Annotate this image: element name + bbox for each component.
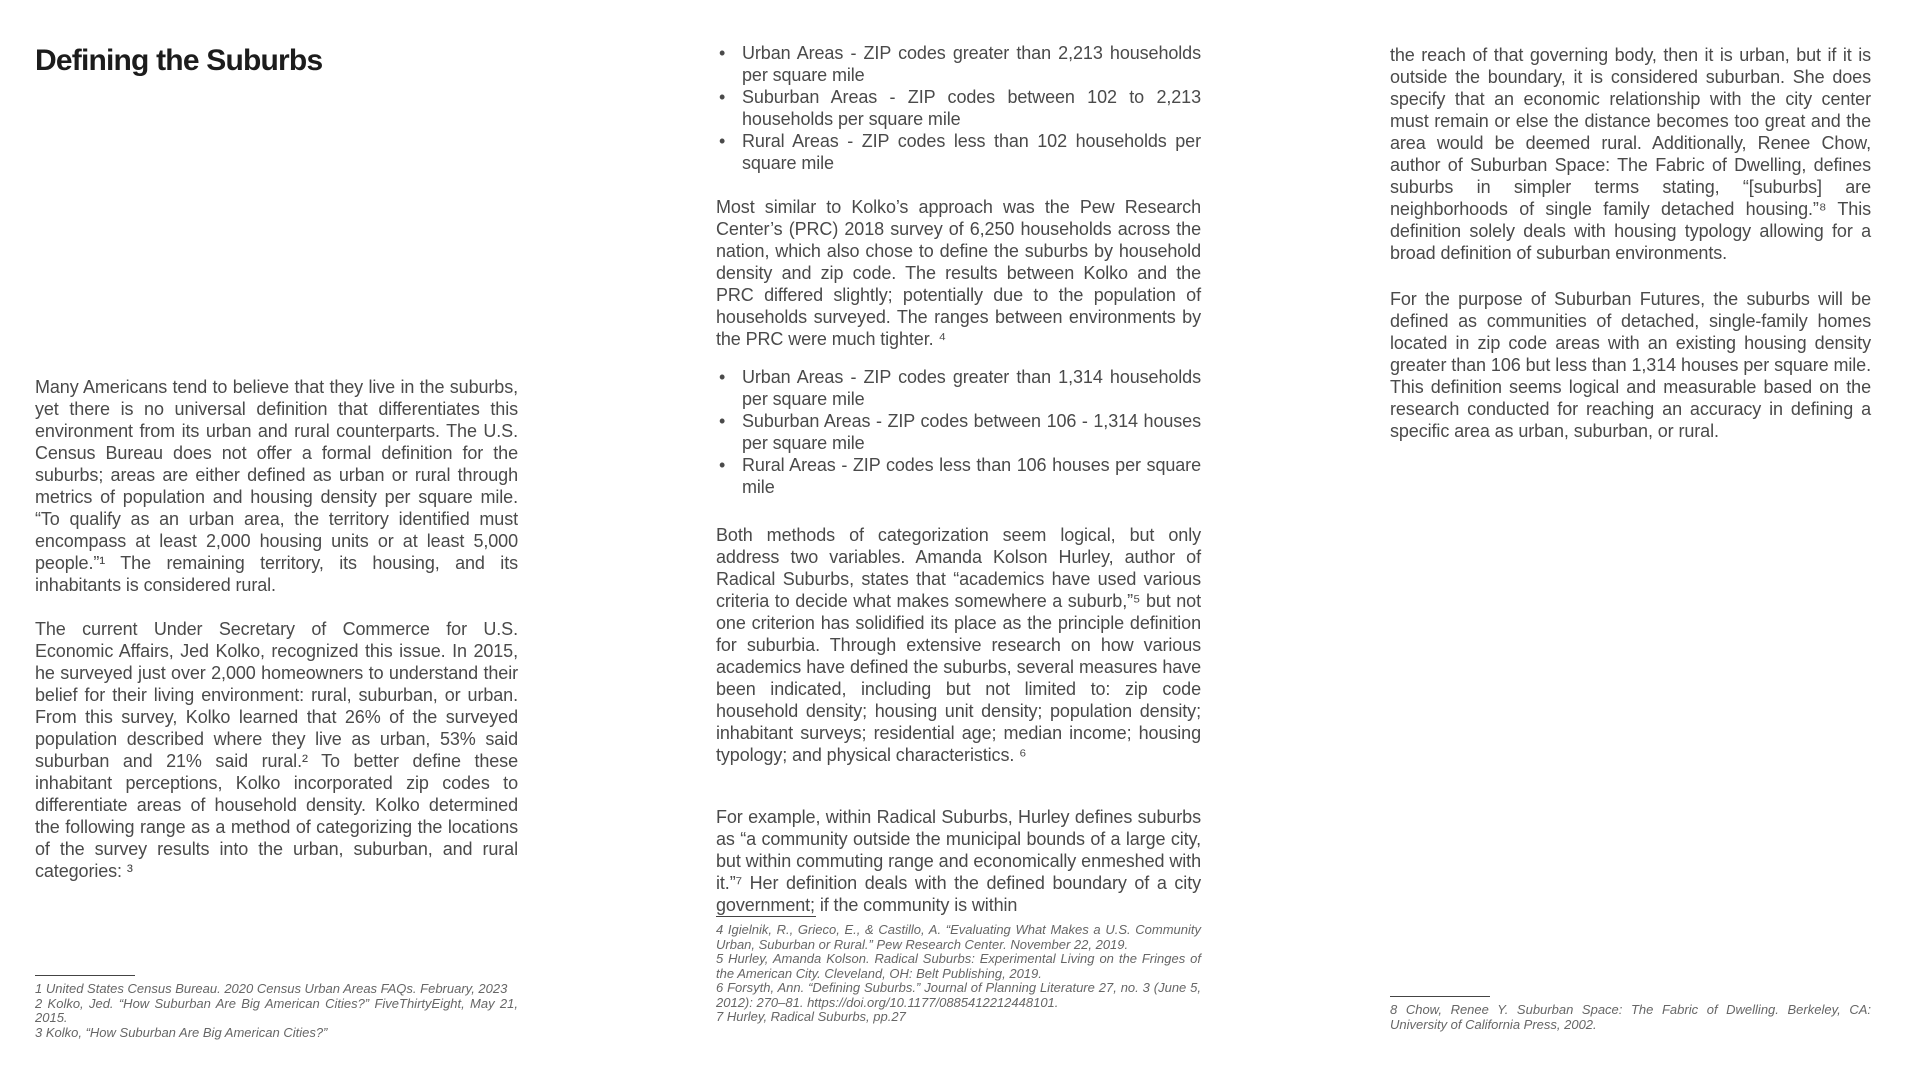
body-paragraph: For example, within Radical Suburbs, Hurley defines suburbs as “a community outside the municipal bounds of a large city, but within commuting range and economically enmeshed with it.”⁷ Her definition deals with the defined boundary of a city government; if the community is within [716, 807, 1201, 915]
column-middle [716, 0, 1201, 1080]
footnote-block [35, 975, 518, 1040]
bullet-item: • Urban Areas - ZIP codes greater than 2,213 households per square mile [716, 42, 1201, 86]
body-paragraph: For the purpose of Suburban Futures, the suburbs will be defined as communities of detached, single-family homes located in zip code areas with an existing housing density greater than 106 but less than 1,314 houses per square mile. This definition seems logical and measurable based on the research conducted for reaching an accuracy in defining a specific area as urban, suburban, or rural. [1390, 289, 1871, 441]
footnote-separator [1390, 996, 1490, 997]
footnote: 6 Forsyth, Ann. “Defining Suburbs.” Journal of Planning Literature 27, no. 3 (June 5, 2012): 270–81. https://doi.org/10.1177/0885412212448101. [716, 980, 1201, 1010]
footnote-block [1390, 996, 1871, 1032]
body-paragraph: Both methods of categorization seem logical, but only address two variables. Amanda Kolson Hurley, author of Radical Suburbs, states that “academics have used various criteria to decide what makes somewhere a suburb,”⁵ but not one criterion has solidified its place as the principle definition for suburbia. Through extensive research on how various academics have defined the suburbs, several measures have been indicated, including but not limited to: zip code household density; housing unit density; population density; inhabitant surveys; residential age; median income; housing typology; and physical characteristics. ⁶ [716, 525, 1201, 765]
column-left [35, 0, 518, 1080]
page-title: Defining the Suburbs [35, 44, 323, 77]
footnote: 7 Hurley, Radical Suburbs, pp.27 [716, 1009, 906, 1024]
bullet-item: • Urban Areas - ZIP codes greater than 1,314 households per square mile [716, 366, 1201, 410]
footnote-separator [716, 916, 816, 917]
bullet-list-kolko [716, 42, 1201, 174]
body-paragraph: Most similar to Kolko’s approach was the Pew Research Center’s (PRC) 2018 survey of 6,250 households across the nation, which also chose to define the suburbs by household density and zip code. The results between Kolko and the PRC differed slightly; potentially due to the population of households surveyed. The ranges between environments by the PRC were much tighter. ⁴ [716, 197, 1201, 349]
body-paragraph: The current Under Secretary of Commerce for U.S. Economic Affairs, Jed Kolko, recognized this issue. In 2015, he surveyed just over 2,000 homeowners to understand their belief for their living environment: rural, suburban, or urban. From this survey, Kolko learned that 26% of the surveyed population described where they live as urban, 53% said suburban and 21% said rural.² To better define these inhabitant perceptions, Kolko incorporated zip codes to differentiate areas of household density. Kolko determined the following range as a method of categorizing the locations of the survey results into the urban, suburban, and rural categories: ³ [35, 619, 518, 881]
bullet-item: • Rural Areas - ZIP codes less than 106 houses per square mile [716, 454, 1201, 498]
body-paragraph: Many Americans tend to believe that they live in the suburbs, yet there is no universal definition that differentiates this environment from its urban and rural counterparts. The U.S. Census Bureau does not offer a formal definition for the suburbs; areas are either defined as urban or rural through metrics of population and housing density per square mile. “To qualify as an urban area, the territory identified must encompass at least 2,000 housing units or at least 5,000 people.”¹ The remaining territory, its housing, and its inhabitants is considered rural. [35, 377, 518, 595]
bullet-item: • Rural Areas - ZIP codes less than 102 households per square mile [716, 130, 1201, 174]
column-right [1390, 0, 1871, 1080]
body-paragraph: the reach of that governing body, then it is urban, but if it is outside the boundary, it is considered suburban. She does specify that an economic relationship with the city center must remain or else the distance becomes too great and the area would be deemed rural. Additionally, Renee Chow, author of Suburban Space: The Fabric of Dwelling, defines suburbs in simpler terms stating, “[suburbs] are neighborhoods of single family detached housing.”⁸ This definition solely deals with housing typology allowing for a broad definition of suburban environments. [1390, 45, 1871, 263]
footnote: 1 United States Census Bureau. 2020 Census Urban Areas FAQs. February, 2023 [35, 981, 508, 996]
bullet-item: • Suburban Areas - ZIP codes between 102 to 2,213 households per square mile [716, 86, 1201, 130]
bullet-list-prc [716, 366, 1201, 498]
footnote: 5 Hurley, Amanda Kolson. Radical Suburbs: Experimental Living on the Fringes of the American City. Cleveland, OH: Belt Publishing, 2019. [716, 951, 1201, 981]
footnote: 4 Igielnik, R., Grieco, E., & Castillo, A. “Evaluating What Makes a U.S. Community Urban, Suburban or Rural.” Pew Research Center. November 22, 2019. [716, 922, 1201, 952]
footnote-separator [35, 975, 135, 976]
footnote-block [716, 916, 1201, 1025]
footnote: 8 Chow, Renee Y. Suburban Space: The Fabric of Dwelling. Berkeley, CA: University of California Press, 2002. [1390, 1002, 1871, 1032]
footnote: 3 Kolko, “How Suburban Are Big American Cities?” [35, 1024, 328, 1040]
footnote: 2 Kolko, Jed. “How Suburban Are Big American Cities?” FiveThirtyEight, May 21, 2015. [35, 995, 518, 1025]
bullet-item: • Suburban Areas - ZIP codes between 106 - 1,314 houses per square mile [716, 410, 1201, 454]
